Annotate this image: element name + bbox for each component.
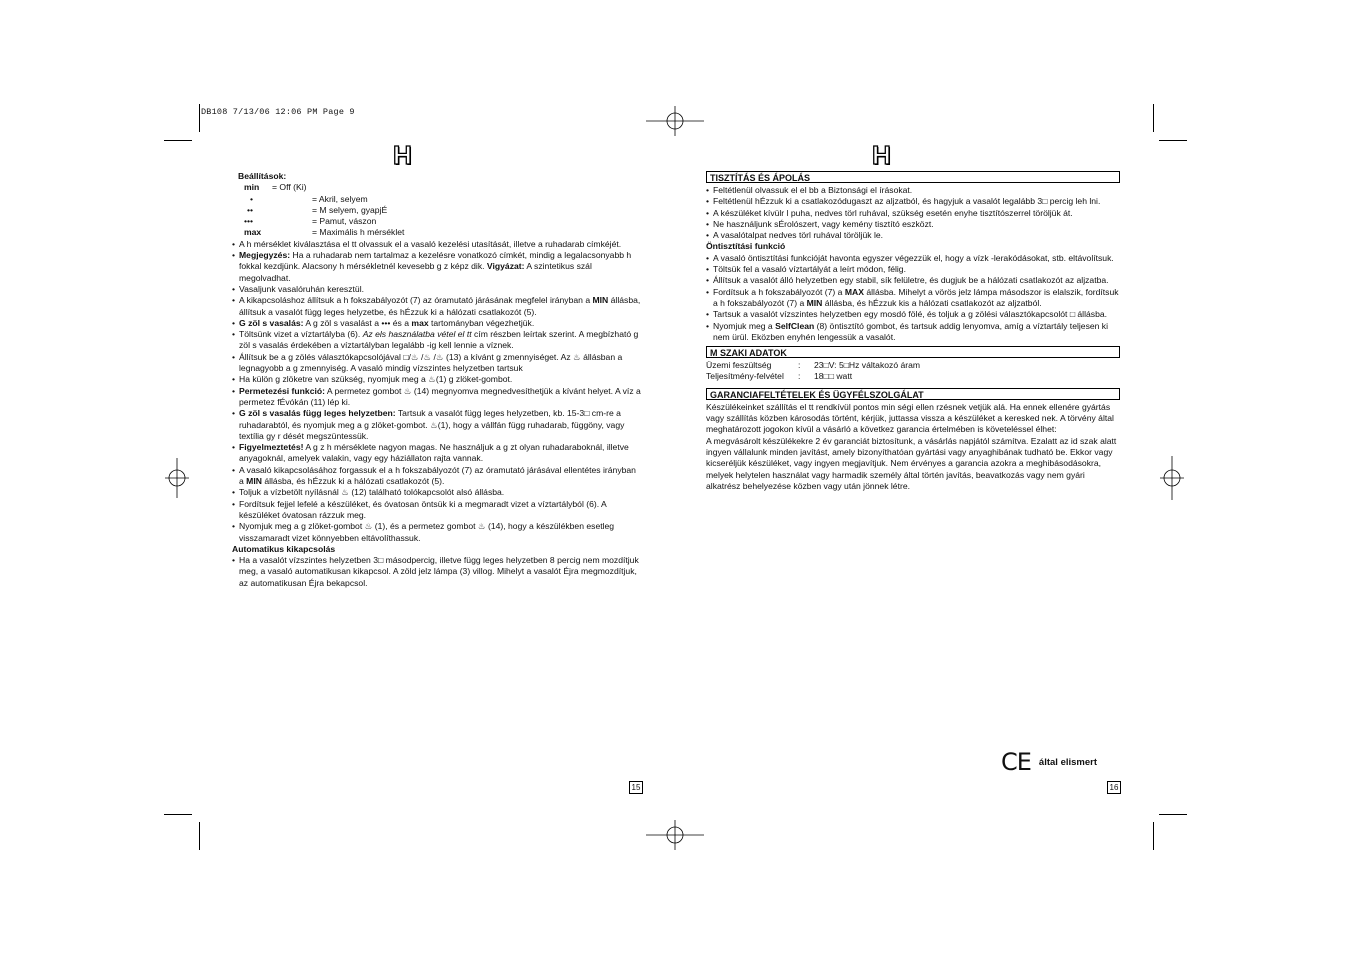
tech-value: 18□□ watt xyxy=(814,371,853,382)
section-header-cleaning: TISZTÍTÁS ÉS ÁPOLÁS xyxy=(706,171,1120,183)
inline-label: MIN xyxy=(592,295,609,306)
warranty-paragraph: Készülékeinket szállítás el tt rendkívül pontos min ségi ellen rzésnek vetjük alá. Ha ennek ellenére gyártás vagy szállítás közben károsodás történt, kérjük, juttassa vissza a készüléket a keresked nek. A törvény által meghatározott jogokon kívül a vásárló a következ garancia értelmében is követeléssel élhet: xyxy=(706,401,1114,435)
registration-mark-bottom xyxy=(646,820,704,850)
setting-key: • xyxy=(250,193,254,204)
language-letter-left: H xyxy=(393,140,412,170)
tech-row xyxy=(706,371,1120,382)
inline-text: állásba, és hÉzzuk kis a hálózati csatlakozót az aljzatból. xyxy=(822,297,1042,308)
list-item xyxy=(706,287,1120,310)
list-item: • Tartsuk a vasalót vízszintes helyzetben egy mosdó fölé, és toljuk a g zölési választókapcsolót □ állásba. xyxy=(706,309,1120,320)
list-item: • Ne használjunk sÉrolószert, vagy kemény tisztító eszközt. xyxy=(706,219,1120,230)
left-page-content xyxy=(232,171,642,589)
ce-caption: által elismert xyxy=(1038,756,1098,768)
list-item: • Ha a vasalót vízszintes helyzetben 3□ másodpercig, illetve függ leges helyzetben 8 percig nem mozdítjuk meg, a vasaló automatikusan kikapcsol. A zöld jelz lámpa (3) villog. Mihelyt a vasalót Éjra megmozdítjuk, az automatikusan Éjra bekapcsol. xyxy=(232,555,642,589)
crop-mark xyxy=(164,814,192,815)
language-letter-right: H xyxy=(872,140,891,170)
inline-text: A g z h mérséklete nagyon magas. Ne használjuk a g zt olyan ruhadaraboknál, illetve anyagoknál, amelyek valakin, vagy egy háziállaton rajta vannak. xyxy=(239,442,629,464)
inline-text: Ha a ruhadarab nem tartalmaz a kezelésre vonatkozó címkét, mindig a legalacsonyabb h fokkal kezdjünk. Alacsony h mérsékletnél kevesebb g z képz dik. xyxy=(239,250,632,272)
setting-value: = Akril, selyem xyxy=(312,193,368,204)
list-item: • Fordítsuk fejjel lefelé a készüléket, és óvatosan öntsük ki a megmaradt vizet a víztartályból (6). A készüléket óvatosan rázzuk meg. xyxy=(232,499,642,522)
setting-value: = M selyem, gyapjÉ xyxy=(312,204,388,215)
inline-label: Figyelmeztetés! xyxy=(239,442,304,453)
setting-key: ••• xyxy=(244,216,254,227)
list-item: • Feltétlenül olvassuk el el bb a Biztonsági el írásokat. xyxy=(706,185,1120,196)
inline-label: Megjegyzés: xyxy=(239,250,291,261)
settings-row xyxy=(232,182,642,193)
settings-title: Beállítások: xyxy=(238,171,287,181)
list-item: • A vasalótalpat nedves törl ruhával töröljük le. xyxy=(706,230,1120,241)
list-item xyxy=(232,442,642,465)
inline-text: tartományban végezhetjük. xyxy=(428,317,535,328)
list-item xyxy=(232,318,642,329)
inline-label: MIN xyxy=(806,297,823,308)
inline-text: Fordítsuk a h fokszabályozót (7) a xyxy=(713,286,845,297)
inline-text: Töltsünk vizet a víztartályba (6). xyxy=(239,329,363,340)
tech-sep: : xyxy=(798,360,801,371)
crop-mark xyxy=(1159,140,1187,141)
crop-mark xyxy=(1153,822,1154,850)
tech-key: Teljesítmény-felvétel xyxy=(706,371,784,382)
inline-text: állásba, állítsuk a vasalót függ leges helyzetbe, és hÉzzuk ki a hálózati csatlakozót (5). xyxy=(239,295,641,317)
registration-mark-top xyxy=(646,106,704,136)
warranty-paragraph: A megvásárolt készülékekre 2 év garanciát biztosítunk, a vásárlás napjától számítva. Ezalatt az id szak alatt ingyen vállalunk minden javítást, amely bizonyíthatóan gyártási vagy anyaghibának tudható be. Ekkor vagy kicseréljük készüléket, vagy ingyen megjavítjuk. Nem érvényes a garancia azokra a meghibásodásokra, melyek helytelen használat vagy harmadik személy által történ javítás, beavatkozás vagy nem gyári alkatrész behelyezése közben vagy után jönnek létre. xyxy=(706,435,1117,491)
crop-mark xyxy=(1153,104,1154,132)
setting-key: min xyxy=(244,182,260,193)
inline-text: A kikapcsoláshoz állítsuk a h fokszabályozót (7) az óramutató járásának megfelel irányban a xyxy=(239,295,593,306)
crop-mark xyxy=(199,104,200,132)
crop-mark xyxy=(199,822,200,850)
inline-text: Nyomjuk meg a xyxy=(713,320,776,331)
inline-text: A permetez gombot ♨ (14) megnyomva megnedvesíthetjük a kívánt helyet. A víz a permetez fÉvókán (11) lép ki. xyxy=(239,385,641,407)
tech-sep: : xyxy=(798,371,801,382)
inline-text: (8) öntisztító gombot, és tartsuk addig lenyomva, amíg a víztartály teljesen ki nem ürül. Eközben enyhén lengessük a vasalót. xyxy=(713,320,1109,342)
list-item xyxy=(232,250,642,284)
list-item: • Állítsuk a vasalót álló helyzetben egy stabil, sík felületre, és dugjuk be a hálózati csatlakozót az aljzatba. xyxy=(706,275,1120,286)
tech-row xyxy=(706,360,1120,371)
inline-text: állásba. Mihelyt a vörös jelz lámpa másodszor is elalszik, fordítsuk a h fokszabályozót (7) a xyxy=(713,286,1119,308)
settings-row xyxy=(232,227,642,238)
list-item: • Vasaljunk vasalóruhán keresztül. xyxy=(232,284,642,295)
print-slug: DB108 7/13/06 12:06 PM Page 9 xyxy=(201,107,355,117)
inline-label: SelfClean xyxy=(775,320,815,331)
inline-text: A vasaló kikapcsolásához forgassuk el a h fokszabályozót (7) az óramutató járásával ellentétes irányban a xyxy=(239,464,636,487)
list-item xyxy=(232,386,642,409)
list-item: • Állítsuk be a g zölés választókapcsolójával □/♨ /♨ /♨ (13) a kívánt g zmennyiséget. Az ♨ állásban a legnagyobb a g zmennyiség. A vasaló mindig vízszintes helyzetben tartsuk xyxy=(232,352,642,375)
setting-value: = Pamut, vászon xyxy=(312,216,377,227)
setting-key: •• xyxy=(247,204,254,215)
page-number-right: 16 xyxy=(1107,781,1121,794)
registration-mark-left xyxy=(165,458,189,498)
inline-italic: Az els használatba vétel el tt xyxy=(362,329,472,340)
settings-row xyxy=(232,194,642,205)
ce-mark-icon: CE xyxy=(1001,748,1031,776)
inline-label: MAX xyxy=(844,286,864,297)
list-item xyxy=(232,408,642,442)
list-item: • A készüléket kívülr l puha, nedves törl ruhával, szükség esetén enyhe tisztítószerrel töröljük át. xyxy=(706,208,1120,219)
settings-row xyxy=(232,205,642,216)
inline-label: MIN xyxy=(246,476,262,487)
setting-key: max xyxy=(244,227,262,238)
tech-value: 23□V: 5□Hz váltakozó áram xyxy=(814,360,921,371)
setting-value: = Maximális h mérséklet xyxy=(312,227,405,238)
list-item: • Toljuk a vízbetölt nyílásnál ♨ (12) található tolókapcsolót alsó állásba. xyxy=(232,487,642,498)
inline-text: állásba, és hÉzzuk ki a hálózati csatlakozót (5). xyxy=(261,476,445,487)
inline-text: cím részben leírtak szerint. A megbízható g zöl s vasalás érdekében a víztartályban legalább -ig kell lennie a víznek. xyxy=(239,329,639,351)
tech-key: Üzemi feszültség xyxy=(706,360,772,371)
inline-text: A g zöl s vasalást a ••• és a xyxy=(303,317,412,328)
page-number-left: 15 xyxy=(629,781,643,794)
list-item: • Ha külön g zlöketre van szükség, nyomjuk meg a ♨(1) g zlöket-gombot. xyxy=(232,374,642,385)
crop-mark xyxy=(164,140,192,141)
section-title-auto-off: Automatikus kikapcsolás xyxy=(232,543,336,554)
registration-mark-right xyxy=(1160,456,1184,500)
inline-label: G zöl s vasalás: xyxy=(239,317,304,328)
list-item xyxy=(706,321,1120,344)
list-item: • A vasaló öntisztítási funkcióját havonta egyszer végezzük el, hogy a vízk -lerakódásokat, stb. eltávolítsuk. xyxy=(706,253,1120,264)
inline-label: Permetezési funkció: xyxy=(239,385,325,396)
inline-label: max xyxy=(411,317,429,328)
section-title-selfclean: Öntisztítási funkció xyxy=(706,241,786,252)
list-item: • A h mérséklet kiválasztása el tt olvassuk el a vasaló kezelési utasítását, illetve a ruhadarab címkéjét. xyxy=(232,239,642,250)
inline-label: Vigyázat: xyxy=(486,261,525,272)
section-header-tech-data: M SZAKI ADATOK xyxy=(706,346,1120,358)
list-item xyxy=(232,329,642,352)
right-page-content xyxy=(706,171,1120,492)
inline-text: Tartsuk a vasalót függ leges helyzetben, kb. 15-3□ cm-re a ruhadarabtól, és nyomjuk meg a g zlöket-gombot. ♨(1), hogy a vállfán függ ruhadarab, függöny, vagy textília gy r dését megszüntessük. xyxy=(239,408,625,441)
section-header-warranty: GARANCIAFELTÉTELEK ÉS ÜGYFÉLSZOLGÁLAT xyxy=(706,388,1120,400)
list-item: • Töltsük fel a vasaló víztartályát a leírt módon, félig. xyxy=(706,264,1120,275)
inline-label: G zöl s vasalás függ leges helyzetben: xyxy=(239,408,396,419)
list-item: • Feltétlenül hÉzzuk ki a csatlakozódugaszt az aljzatból, és hagyjuk a vasalót legalább 3□ percig leh lni. xyxy=(706,196,1120,207)
inline-text: A szintetikus szál megolvadhat. xyxy=(239,261,592,283)
list-item xyxy=(232,465,642,488)
setting-value: = Off (Ki) xyxy=(272,182,307,193)
crop-mark xyxy=(1159,814,1187,815)
ce-approval xyxy=(1001,750,1097,774)
list-item: • Nyomjuk meg a g zlöket-gombot ♨ (1), és a permetez gombot ♨ (14), hogy a készülékben esetleg visszamaradt vizet könnyebben eltávolíthassuk. xyxy=(232,521,642,544)
list-item xyxy=(232,295,642,318)
settings-row xyxy=(232,216,642,227)
